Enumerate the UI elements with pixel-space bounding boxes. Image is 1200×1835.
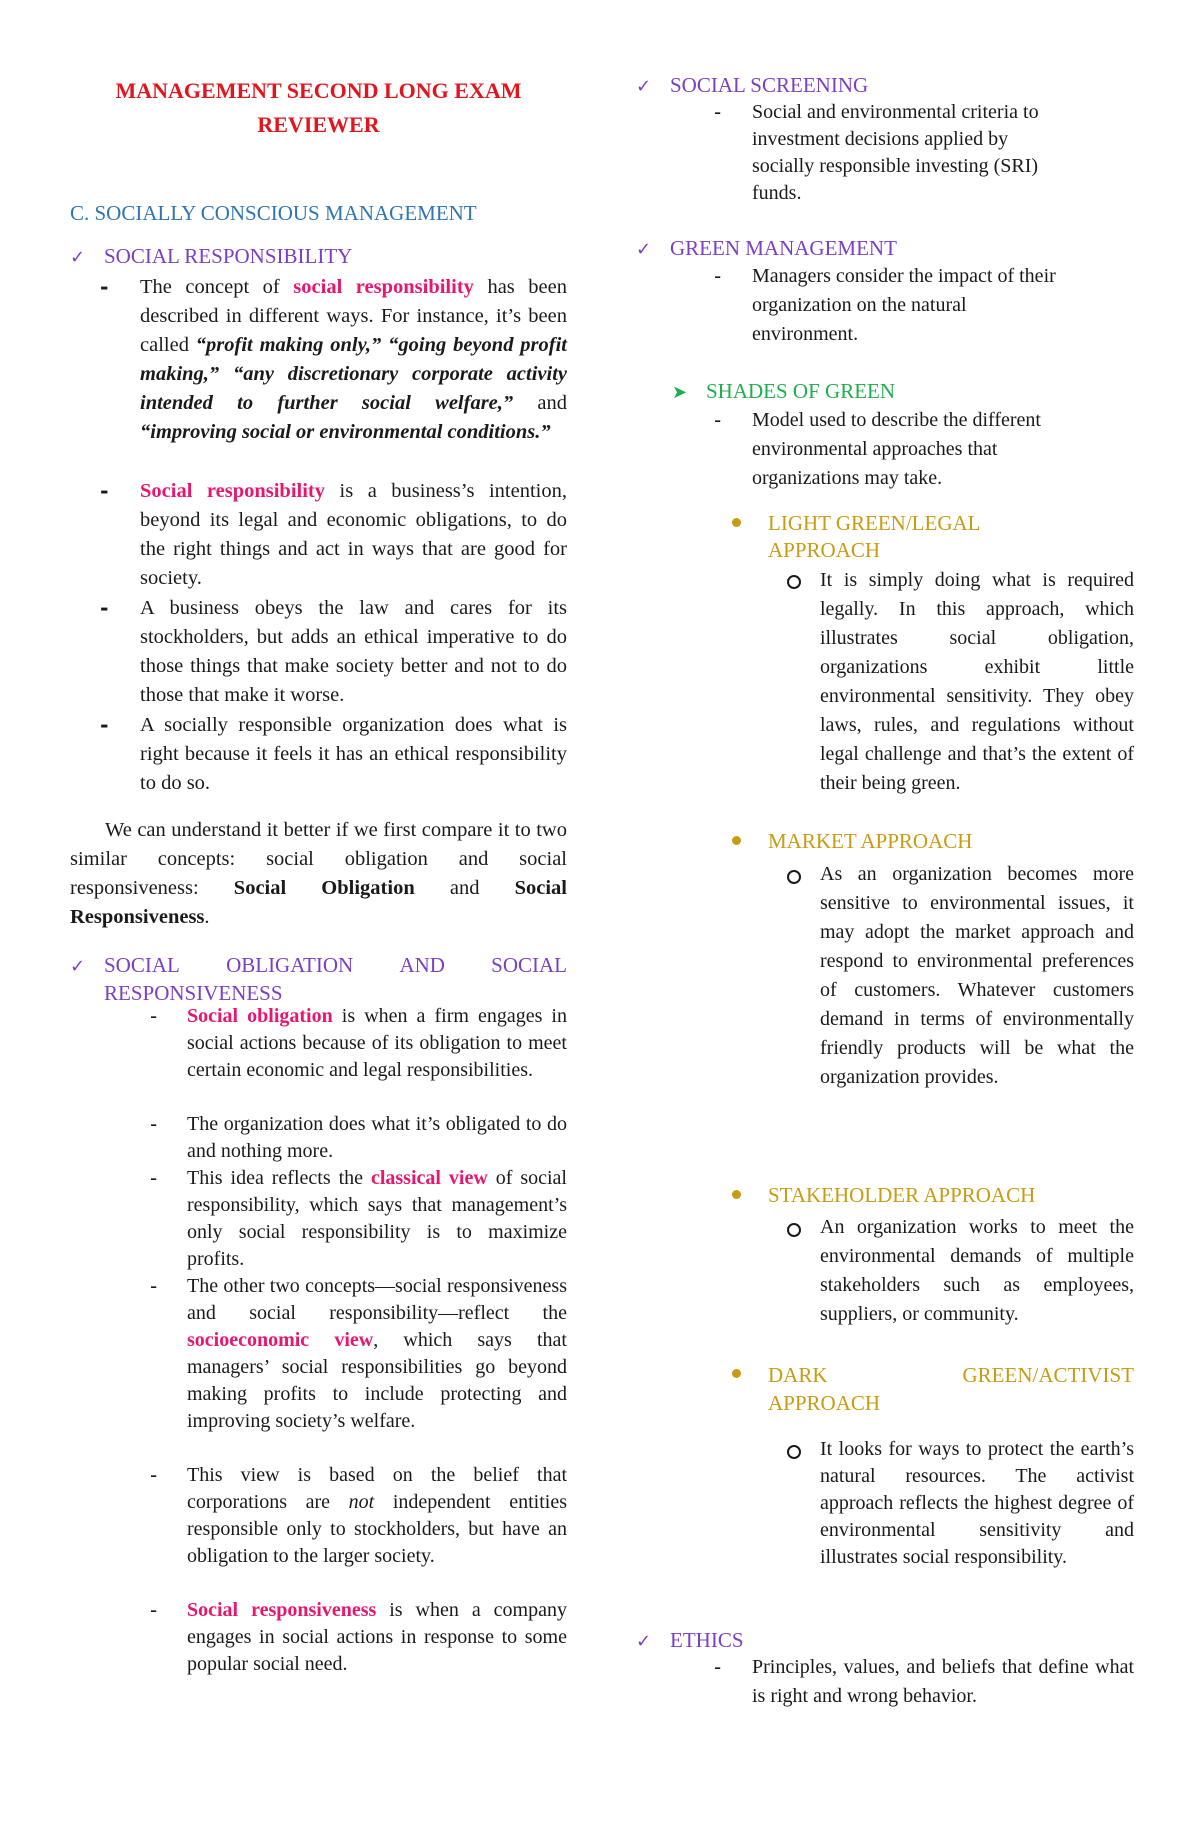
quote-text: “improving social or environmental conditions.” (140, 421, 551, 443)
sr-bullet-3: A business obeys the law and cares for its stockholders, but adds an ethical imperative to do those things that make society better and not to do those that make it worse. (140, 597, 567, 706)
intro-paragraph-text (70, 816, 567, 932)
text: has been described in different ways. For instance, it’s been called (140, 276, 567, 356)
sr-bullet-1 (140, 273, 567, 447)
stakeholder-approach-heading: STAKEHOLDER APPROACH (768, 1183, 1036, 1207)
heading-line: LIGHT GREEN/LEGAL (768, 511, 981, 535)
list-item (150, 1003, 567, 1084)
dash-bullet-icon: - (100, 596, 109, 620)
list-item (150, 1165, 567, 1273)
dash-bullet-icon: - (150, 1004, 158, 1028)
gold-bullet-icon (732, 836, 741, 845)
list-item (714, 262, 1074, 349)
page-title (70, 74, 567, 142)
quote-text: “going beyond profit making,” (140, 334, 567, 385)
intro-paragraph (70, 816, 567, 932)
shades-bullet-1: Model used to describe the different environmental approaches that organizations may take. (752, 409, 1041, 489)
heading-word: GREEN/ACTIVIST (962, 1363, 1134, 1387)
gold-bullet-icon (732, 1190, 741, 1199)
checkmark-icon: ✓ (70, 956, 86, 977)
sosr-bullet-5 (187, 1462, 567, 1570)
social-obligation-heading (70, 952, 567, 1007)
text: is when a company engages in social actions in response to some popular social need. (187, 1599, 567, 1675)
dash-bullet-icon: - (100, 479, 109, 503)
gold-bullet-icon (732, 1369, 741, 1378)
key-term: Social responsibility (140, 480, 325, 502)
heading-word: OBLIGATION (226, 953, 354, 977)
sosr-bullet-2: The organization does what it’s obligated to do and nothing more. (187, 1113, 567, 1162)
key-term: Social responsiveness (187, 1599, 377, 1621)
title-line-1: MANAGEMENT SECOND LONG EXAM (115, 78, 522, 103)
heading-line (70, 952, 567, 980)
list-item (820, 1213, 1134, 1329)
heading-line (768, 1361, 1134, 1389)
market-approach-text: As an organization becomes more sensitive to environmental issues, it may adopt the market approach and respond to environmental preferences of customers. Whatever customers demand in terms of environmentally friendly products will be what the organization provides. (820, 863, 1134, 1088)
list-item (100, 594, 567, 710)
ethics-heading-text: ETHICS (670, 1628, 744, 1652)
list-item (100, 273, 567, 447)
text: The concept of (140, 276, 294, 298)
emphasis-text: not (348, 1491, 375, 1513)
list-item (100, 477, 567, 593)
list-item (714, 99, 1055, 207)
heading-line: APPROACH (768, 1391, 881, 1415)
heading-word: SOCIAL (491, 953, 567, 977)
quote-text: “profit making only,” (195, 334, 382, 356)
text: . (204, 906, 210, 928)
dash-bullet-icon: - (714, 100, 722, 124)
heading-word (70, 952, 180, 980)
dark-green-text: It looks for ways to protect the earth’s natural resources. The activist approach reflects the highest degree of environmental sensitivity and illustrates social responsibility. (820, 1438, 1134, 1568)
heading-word: DARK (768, 1363, 828, 1387)
green-management-heading (636, 235, 897, 263)
key-term: classical view (370, 1167, 488, 1189)
dash-bullet-icon: - (150, 1463, 158, 1487)
text: and (414, 877, 515, 899)
dash-bullet-icon: - (150, 1112, 158, 1136)
bold-term: Social Obligation (233, 877, 415, 899)
text: is when a firm engages in social actions because of its obligation to meet certain economic and legal responsibilities. (187, 1005, 567, 1081)
list-item (150, 1462, 567, 1570)
arrow-bullet-icon: ➤ (672, 382, 688, 403)
dash-bullet-icon: - (150, 1274, 158, 1298)
text: We can understand it better if we first compare it to two similar concepts: social obligation and social responsiveness: (70, 819, 567, 899)
heading-word: AND (399, 953, 445, 977)
heading-line: APPROACH (768, 538, 881, 562)
checkmark-icon: ✓ (636, 239, 652, 260)
list-item (714, 406, 1074, 493)
circle-bullet-icon (787, 1445, 801, 1459)
market-approach-heading: MARKET APPROACH (768, 829, 973, 853)
dash-bullet-icon: - (150, 1166, 158, 1190)
sosr-bullet-3 (187, 1165, 567, 1273)
bold-term: Social Responsiveness (70, 877, 567, 928)
social-screening-heading (636, 72, 868, 100)
ethics-heading (636, 1627, 744, 1655)
dash-bullet-icon: - (714, 408, 722, 432)
shades-of-green-heading-text: SHADES OF GREEN (706, 379, 896, 403)
list-item (150, 1273, 567, 1435)
text: This idea reflects the (187, 1167, 371, 1189)
green-bullet-1: Managers consider the impact of their organization on the natural environment. (752, 265, 1056, 345)
social-screening-heading-text: SOCIAL SCREENING (670, 73, 869, 97)
text: of social responsibility, which says that management’s only social responsibility is to maximize profits. (187, 1167, 567, 1270)
sr-bullet-2 (140, 477, 567, 593)
dash-bullet-icon: - (100, 713, 109, 737)
sosr-bullet-4 (187, 1273, 567, 1435)
list-item (820, 566, 1134, 798)
text: independent entities responsible only to stockholders, but have an obligation to the larger society. (187, 1491, 567, 1567)
quote-text: “any discretionary corporate activity intended to further social welfare,” (140, 363, 567, 414)
screening-bullet-1: Social and environmental criteria to investment decisions applied by socially responsible investing (SRI) funds. (752, 101, 1039, 204)
text (219, 363, 233, 385)
gold-bullet-icon (732, 518, 741, 527)
list-item (150, 1111, 567, 1165)
checkmark-icon: ✓ (70, 247, 86, 268)
text: is a business’s intention, beyond its legal and economic obligations, to do the right things and act in ways that are good for society. (140, 480, 567, 589)
stakeholder-approach-text: An organization works to meet the environmental demands of multiple stakeholders such as employees, suppliers, or community. (820, 1216, 1134, 1325)
section-c-heading: C. SOCIALLY CONSCIOUS MANAGEMENT (70, 201, 477, 225)
sosr-bullet-1 (187, 1003, 567, 1084)
light-green-heading (768, 510, 981, 564)
social-responsibility-heading-text: SOCIAL RESPONSIBILITY (104, 244, 353, 268)
green-management-heading-text: GREEN MANAGEMENT (670, 236, 897, 260)
title-line-2: REVIEWER (257, 112, 380, 137)
circle-bullet-icon (787, 575, 801, 589)
dash-bullet-icon: - (714, 1655, 722, 1679)
list-item (714, 1653, 1134, 1711)
list-item (820, 1436, 1134, 1571)
circle-bullet-icon (787, 870, 801, 884)
text: and (513, 392, 567, 414)
list-item (820, 860, 1134, 1092)
light-green-text: It is simply doing what is required legally. In this approach, which illustrates social obligation, organizations exhibit little environmental sensitivity. They obey laws, rules, and regulations without legal challenge and that’s the extent of their being green. (820, 569, 1134, 794)
text: The other two concepts—social responsiveness and social responsibility—reflect the (187, 1275, 567, 1324)
shades-of-green-heading (672, 378, 895, 406)
heading-line-2: RESPONSIVENESS (104, 981, 283, 1005)
checkmark-icon: ✓ (636, 1631, 652, 1652)
sosr-bullet-6 (187, 1597, 567, 1678)
key-term: social responsibility (293, 276, 474, 298)
dash-bullet-icon: - (714, 264, 722, 288)
heading-word-text: SOCIAL (104, 953, 180, 977)
key-term: socioeconomic view (187, 1329, 374, 1351)
sr-bullet-4: A socially responsible organization does what is right because it feels it has an ethical responsibility to do so. (140, 714, 567, 794)
checkmark-icon: ✓ (636, 76, 652, 97)
text: This view is based on the belief that corporations are (187, 1464, 567, 1513)
circle-bullet-icon (787, 1223, 801, 1237)
text: , which says that managers’ social responsibilities go beyond making profits to include protecting and improving society’s welfare. (187, 1329, 567, 1432)
list-item (150, 1597, 567, 1678)
dash-bullet-icon: - (150, 1598, 158, 1622)
list-item (100, 711, 567, 798)
dark-green-heading (768, 1361, 1134, 1417)
key-term: Social obligation (187, 1005, 333, 1027)
dash-bullet-icon: - (100, 275, 109, 299)
social-responsibility-heading (70, 243, 352, 271)
ethics-bullet-1: Principles, values, and beliefs that define what is right and wrong behavior. (752, 1656, 1134, 1707)
